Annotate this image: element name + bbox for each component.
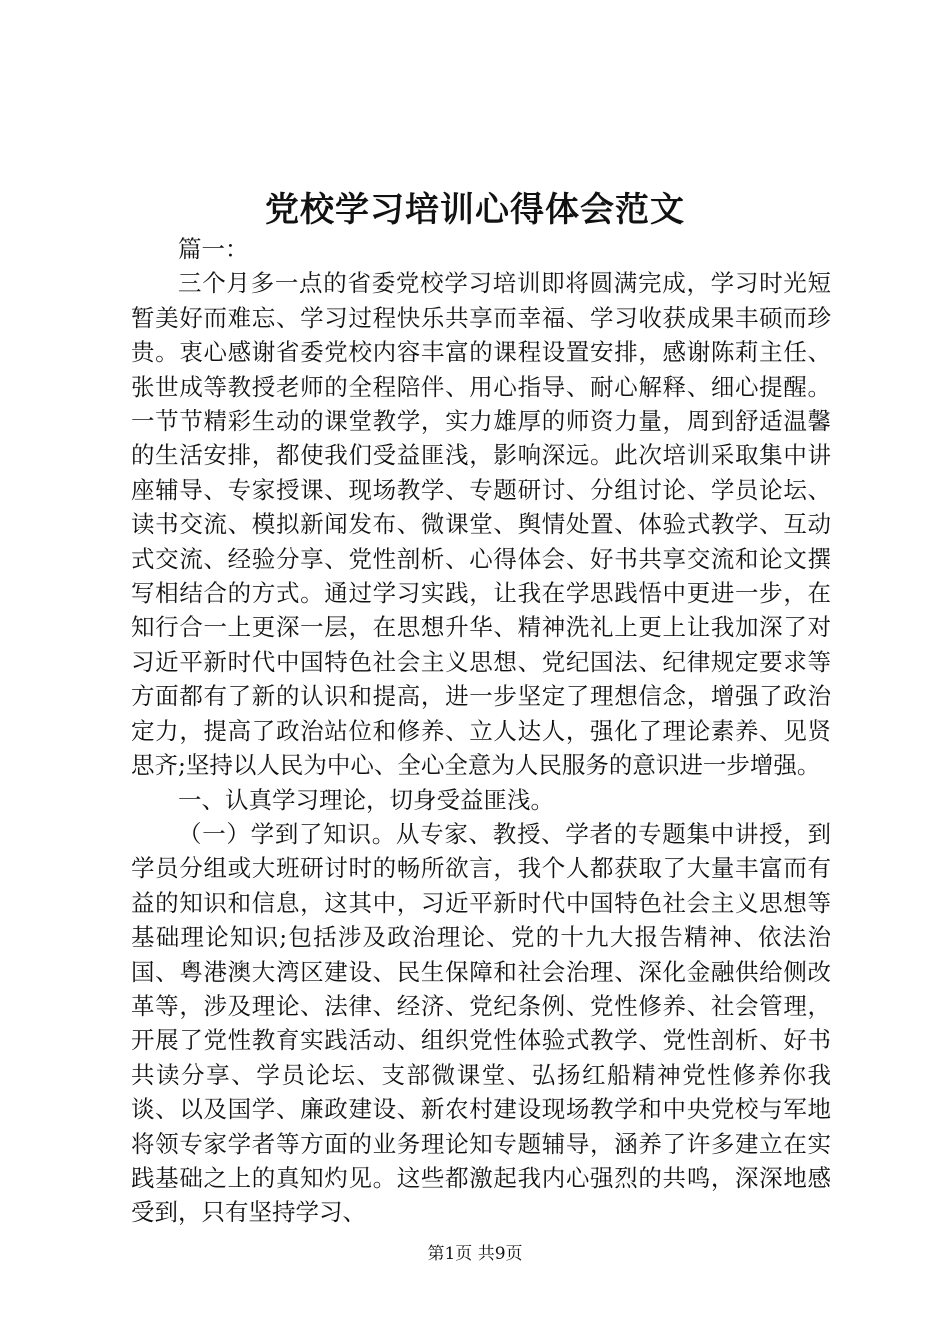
paragraph: 三个月多一点的省委党校学习培训即将圆满完成，学习时光短暂美好而难忘、学习过程快乐共享而幸福、学习收获成果丰硕而珍贵。衷心感谢省委党校内容丰富的课程设置安排，感谢陈莉主任、张世成等教授老师的全程陪伴、用心指导、耐心解释、细心提醒。一节节精彩生动的课堂教学，实力雄厚的师资力量，周到舒适温馨的生活安排，都使我们受益匪浅，影响深远。此次培训采取集中讲座辅导、专家授课、现场教学、专题研讨、分组讨论、学员论坛、读书交流、模拟新闻发布、微课堂、舆情处置、体验式教学、互动式交流、经验分享、党性剖析、心得体会、好书共享交流和论文撰写相结合的方式。通过学习实践，让我在学思践悟中更进一步，在知行合一上更深一层，在思想升华、精神洗礼上更上让我加深了对习近平新时代中国特色社会主义思想、党纪国法、纪律规定要求等方面都有了新的认识和提高，进一步坚定了理想信念，增强了政治定力，提高了政治站位和修养、立人达人，强化了理论素养、见贤思齐;坚持以人民为中心、全心全意为人民服务的意识进一步增强。 (131, 269, 831, 780)
page-number-footer: 第1页 共9页 (427, 1244, 523, 1264)
section-heading: 一、认真学习理论，切身受益匪浅。 (178, 785, 554, 814)
paragraph: （一）学到了知识。从专家、教授、学者的专题集中讲授，到学员分组或大班研讨时的畅所欲言，我个人都获取了大量丰富而有益的知识和信息，这其中，习近平新时代中国特色社会主义思想等基础理论知识;包括涉及政治理论、党的十九大报告精神、依法治国、粤港澳大湾区建设、民生保障和社会治理、深化金融供给侧改革等，涉及理论、法律、经济、党纪条例、党性修养、社会管理，开展了党性教育实践活动、组织党性体验式教学、党性剖析、好书共读分享、学员论坛、支部微课堂、弘扬红船精神党性修养你我谈、以及国学、廉政建设、新农村建设现场教学和中央党校与军地将领专家学者等方面的业务理论知专题辅导，涵养了许多建立在实践基础之上的真知灼见。这些都激起我内心强烈的共鸣，深深地感受到，只有坚持学习、 (131, 819, 831, 1227)
section-label: 篇一： (178, 235, 249, 263)
document-body (131, 232, 831, 1230)
document-title: 党校学习培训心得体会范文 (265, 190, 685, 230)
